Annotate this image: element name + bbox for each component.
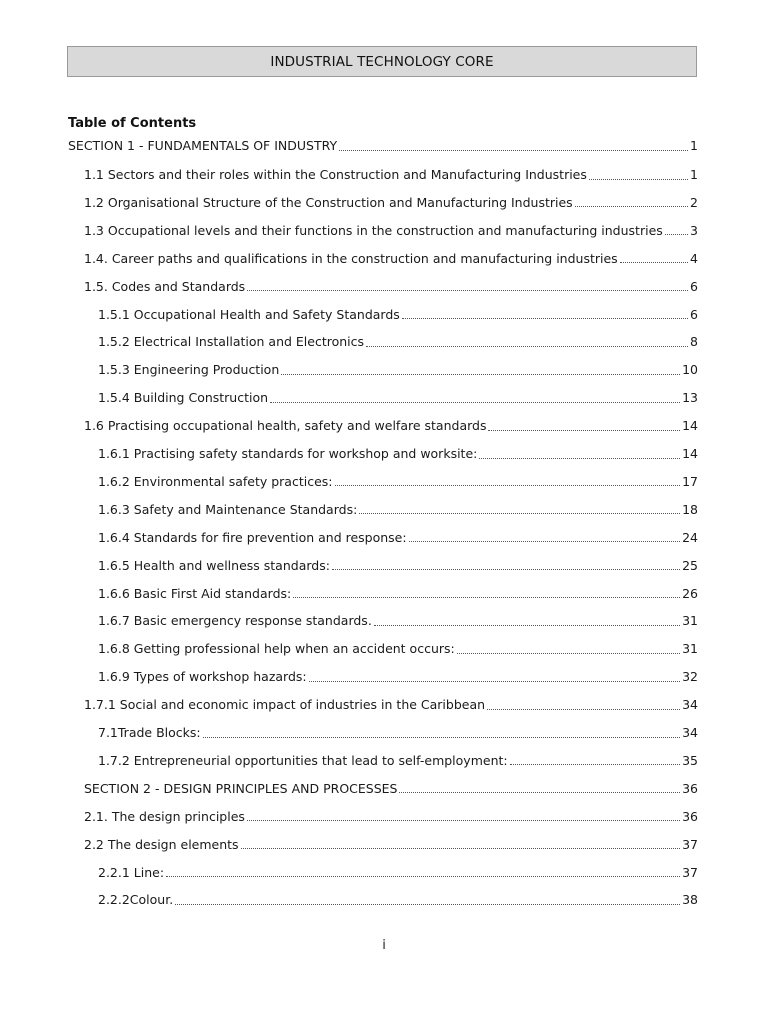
toc-entry[interactable] xyxy=(84,835,698,855)
toc-dot-leader xyxy=(374,625,680,626)
toc-dot-leader xyxy=(479,458,680,459)
toc-entry-page: 3 xyxy=(690,222,698,238)
toc-entry-page: 32 xyxy=(682,669,698,685)
toc-dot-leader xyxy=(247,820,680,821)
toc-entry[interactable] xyxy=(84,416,698,436)
toc-entry[interactable] xyxy=(68,136,698,156)
toc-entry[interactable] xyxy=(98,639,698,659)
toc-entry-title: 1.2 Organisational Structure of the Construction and Manufacturing Industries xyxy=(84,194,573,210)
toc-entry-page: 6 xyxy=(690,278,698,294)
toc-entry-title: 1.1 Sectors and their roles within the Construction and Manufacturing Industries xyxy=(84,167,587,182)
toc-entry[interactable] xyxy=(98,890,698,910)
toc-dot-leader xyxy=(332,569,680,570)
toc-entry-title: 1.6.8 Getting professional help when an accident occurs: xyxy=(98,641,455,657)
toc-entry-title: 1.7.1 Social and economic impact of industries in the Caribbean xyxy=(84,697,486,713)
toc-entry-page: 31 xyxy=(682,613,698,629)
toc-entry-page: 31 xyxy=(682,641,698,657)
toc-entry-title: 1.6.4 Standards for fire prevention and response: xyxy=(98,529,407,545)
toc-entry-page: 26 xyxy=(682,585,698,601)
toc-entry-title: 1.6.2 Environmental safety practices: xyxy=(98,473,333,489)
toc-entry-title: 2.1. The design principles xyxy=(84,808,245,824)
toc-entry-page: 14 xyxy=(682,446,698,461)
toc-dot-leader xyxy=(409,541,681,542)
toc-entry-page: 1 xyxy=(690,167,698,182)
toc-dot-leader xyxy=(487,709,680,710)
toc-dot-leader xyxy=(335,485,681,486)
toc-entry-page: 13 xyxy=(682,390,698,406)
toc-dot-leader xyxy=(281,374,680,375)
toc-entry[interactable] xyxy=(98,332,698,352)
toc-entry[interactable] xyxy=(84,277,698,297)
toc-dot-leader xyxy=(366,346,688,347)
toc-entry[interactable] xyxy=(98,305,698,325)
toc-entry-page: 4 xyxy=(690,250,698,266)
toc-entry-title: 7.1Trade Blocks: xyxy=(98,725,201,740)
toc-entry-page: 34 xyxy=(682,697,698,713)
toc-entry[interactable] xyxy=(98,667,698,687)
toc-entry-page: 38 xyxy=(682,892,698,908)
page-number: i xyxy=(382,938,386,953)
toc-entry-title: 2.2 The design elements xyxy=(84,836,239,852)
toc-dot-leader xyxy=(510,764,680,765)
toc-entry[interactable] xyxy=(98,751,698,771)
toc-entry-page: 36 xyxy=(682,780,698,796)
toc-entry-page: 37 xyxy=(682,864,698,880)
toc-entry[interactable] xyxy=(98,863,698,883)
toc-entry[interactable] xyxy=(98,444,698,464)
toc-entry-title: 1.5.2 Electrical Installation and Electronics xyxy=(98,334,365,350)
toc-entry-page: 2 xyxy=(690,194,698,210)
toc-entry-page: 14 xyxy=(682,418,698,434)
toc-entry-title: 1.6.9 Types of workshop hazards: xyxy=(98,669,307,685)
toc-entry-title: 1.5.3 Engineering Production xyxy=(98,362,280,378)
toc-dot-leader xyxy=(309,681,680,682)
toc-entry[interactable] xyxy=(84,193,698,213)
toc-dot-leader xyxy=(399,792,680,793)
toc-entry-title: SECTION 2 - DESIGN PRINCIPLES AND PROCESSES xyxy=(84,780,398,796)
toc-entry-title: 1.5. Codes and Standards xyxy=(84,278,246,294)
toc-entry-title: 1.7.2 Entrepreneurial opportunities that lead to self-employment: xyxy=(98,752,508,768)
toc-entry-title: 2.2.2Colour. xyxy=(98,892,174,908)
toc-dot-leader xyxy=(270,402,680,403)
toc-entry-title: SECTION 1 - FUNDAMENTALS OF INDUSTRY xyxy=(68,138,338,153)
toc-entry[interactable] xyxy=(98,556,698,576)
toc-entry-page: 17 xyxy=(682,473,698,489)
toc-dot-leader xyxy=(247,290,688,291)
toc-dot-leader xyxy=(339,150,688,151)
toc-dot-leader xyxy=(457,653,680,654)
toc-entry[interactable] xyxy=(84,779,698,799)
toc-entry[interactable] xyxy=(98,528,698,548)
toc-entry-title: 1.5.1 Occupational Health and Safety Standards xyxy=(98,306,400,322)
toc-entry-title: 1.6.5 Health and wellness standards: xyxy=(98,557,330,573)
toc-entry-page: 35 xyxy=(682,752,698,768)
toc-entry-page: 6 xyxy=(690,306,698,322)
toc-entry-title: 1.6 Practising occupational health, safety and welfare standards xyxy=(84,418,487,434)
toc-entry-page: 34 xyxy=(682,725,698,740)
toc-entry-title: 1.4. Career paths and qualifications in the construction and manufacturing industries xyxy=(84,250,618,266)
header-title: INDUSTRIAL TECHNOLOGY CORE xyxy=(270,53,494,70)
toc-entry-page: 18 xyxy=(682,501,698,517)
toc-entry-page: 8 xyxy=(690,334,698,350)
toc-entry-page: 25 xyxy=(682,557,698,573)
toc-entry-title: 1.6.6 Basic First Aid standards: xyxy=(98,585,292,601)
toc-dot-leader xyxy=(293,597,680,598)
toc-dot-leader xyxy=(359,513,680,514)
toc-dot-leader xyxy=(175,904,680,905)
toc-entry-page: 1 xyxy=(690,138,698,153)
toc-entry[interactable] xyxy=(98,611,698,631)
toc-entry[interactable] xyxy=(84,807,698,827)
document-header xyxy=(67,46,697,77)
toc-entry[interactable] xyxy=(98,723,698,743)
toc-entry[interactable] xyxy=(98,360,698,380)
toc-dot-leader xyxy=(589,179,688,180)
toc-entry-title: 1.3 Occupational levels and their functions in the construction and manufacturing industries xyxy=(84,222,663,238)
toc-entry-title: 1.6.7 Basic emergency response standards. xyxy=(98,613,372,629)
toc-dot-leader xyxy=(402,318,688,319)
toc-entry[interactable] xyxy=(98,500,698,520)
toc-entry-title: 1.6.3 Safety and Maintenance Standards: xyxy=(98,501,358,517)
toc-entry[interactable] xyxy=(98,472,698,492)
toc-dot-leader xyxy=(203,737,680,738)
toc-entry-page: 37 xyxy=(682,836,698,852)
toc-entry[interactable] xyxy=(84,695,698,715)
toc-dot-leader xyxy=(665,234,688,235)
toc-entry[interactable] xyxy=(98,584,698,604)
toc-entry-title: 1.6.1 Practising safety standards for workshop and worksite: xyxy=(98,446,478,461)
toc-entry[interactable] xyxy=(84,165,698,185)
toc-entry-title: 1.5.4 Building Construction xyxy=(98,390,269,406)
toc-heading: Table of Contents xyxy=(68,116,197,131)
toc-entry-page: 10 xyxy=(682,362,698,378)
toc-dot-leader xyxy=(488,430,680,431)
toc-dot-leader xyxy=(620,262,688,263)
toc-entry[interactable] xyxy=(84,249,698,269)
toc-dot-leader xyxy=(241,848,681,849)
toc-entry-title: 2.2.1 Line: xyxy=(98,864,165,880)
toc-entry[interactable] xyxy=(98,388,698,408)
toc-dot-leader xyxy=(166,876,680,877)
toc-entry-page: 24 xyxy=(682,529,698,545)
toc-entry-page: 36 xyxy=(682,808,698,824)
toc-dot-leader xyxy=(575,206,688,207)
toc-entry[interactable] xyxy=(84,221,698,241)
